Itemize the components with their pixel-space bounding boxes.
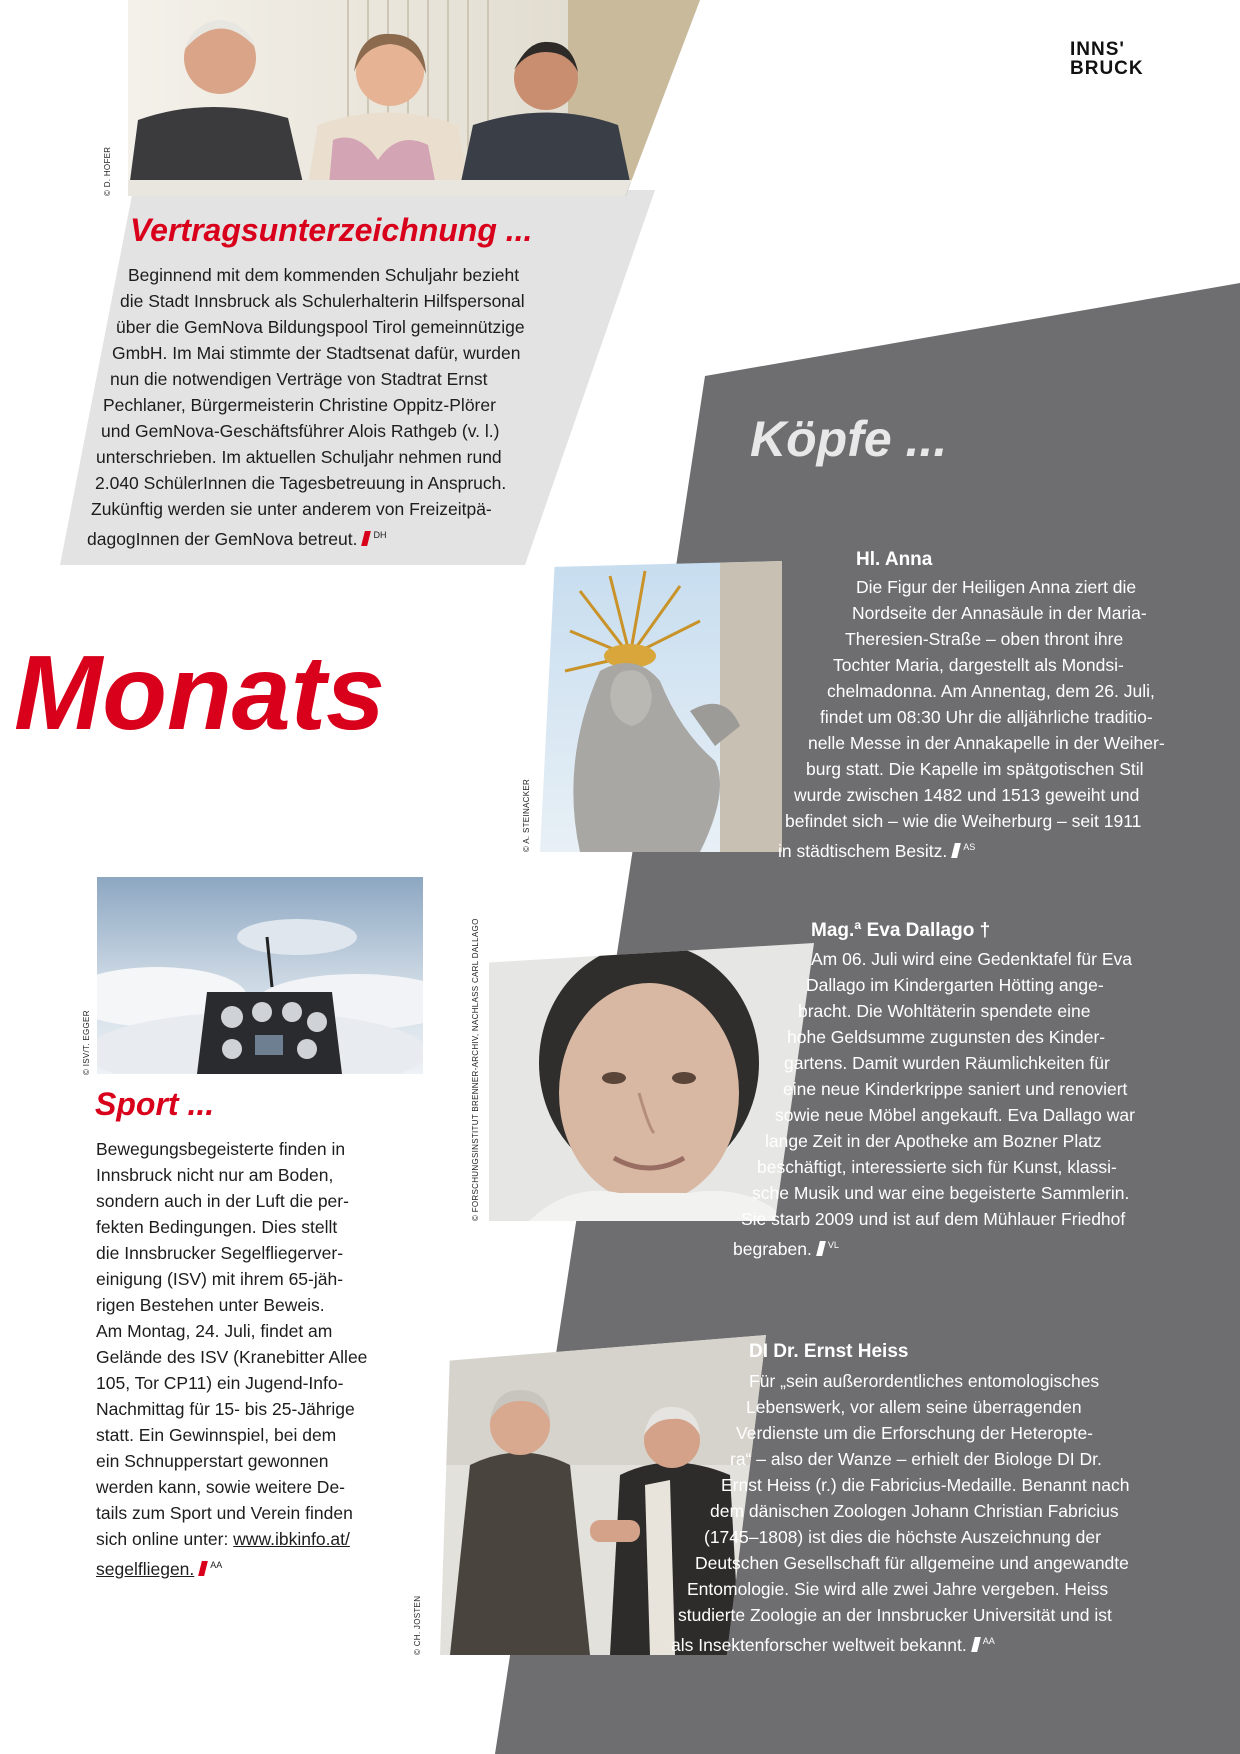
sport-line: 105, Tor CP11) ein Jugend-Info-	[96, 1373, 344, 1393]
heiss-line: studierte Zoologie an der Innsbrucker Universität und ist	[678, 1605, 1112, 1625]
heiss-line: ra“ – also der Wanze – erhielt der Biologe DI Dr.	[730, 1449, 1102, 1469]
contract-line: dagogInnen der GemNova betreut.	[87, 528, 358, 549]
anna-line: nelle Messe in der Annakapelle in der Weiher-	[808, 733, 1165, 753]
end-mark-icon	[971, 1637, 981, 1652]
dallago-last-line	[733, 1232, 1240, 1262]
contract-signing-photo	[128, 0, 700, 196]
sport-signature: AA	[210, 1560, 223, 1570]
innsbruck-logo: INNS' BRUCK	[1070, 39, 1144, 79]
anna-line: Tochter Maria, dargestellt als Mondsi-	[833, 655, 1124, 675]
dallago-line: begraben.	[733, 1238, 812, 1259]
sport-line: statt. Ein Gewinnspiel, bei dem	[96, 1425, 337, 1445]
dallago-line: sche Musik und war eine begeisterte Sammlerin.	[752, 1183, 1130, 1203]
monats-heading: Monats	[14, 634, 385, 752]
anna-line: wurde zwischen 1482 und 1513 geweiht und	[794, 785, 1140, 805]
dallago-line: Sie starb 2009 und ist auf dem Mühlauer Friedhof	[741, 1209, 1126, 1229]
sport-link-prefix: sich online unter:	[96, 1529, 234, 1549]
contract-last-line	[87, 522, 700, 552]
anna-line: findet um 08:30 Uhr die alljährliche traditio-	[820, 707, 1153, 727]
anna-line: Nordseite der Annasäule in der Maria-	[852, 603, 1147, 623]
anna-line: Die Figur der Heiligen Anna ziert die	[856, 577, 1137, 597]
contract-line: die Stadt Innsbruck als Schulerhalterin Hilfspersonal	[120, 291, 525, 311]
end-mark-icon	[951, 843, 961, 858]
dallago-body	[0, 946, 1240, 1262]
heiss-line: dem dänischen Zoologen Johann Christian Fabricius	[710, 1501, 1119, 1521]
anna-line: in städtischem Besitz.	[778, 840, 948, 861]
contract-body	[0, 262, 700, 552]
dallago-photo-credit: © FORSCHUNGSINSTITUT BRENNER-ARCHIV, NACHLASS CARL DALLAGO	[471, 918, 480, 1221]
heiss-line: Verdienste um die Erforschung der Heteropte-	[736, 1423, 1093, 1443]
heiss-last-line	[671, 1628, 1240, 1658]
sport-line: die Innsbrucker Segelfliegerver-	[96, 1243, 344, 1263]
anna-last-line	[778, 834, 1240, 864]
sport-line: Am Montag, 24. Juli, findet am	[96, 1321, 333, 1341]
sport-line: einigung (ISV) mit ihrem 65-jäh-	[96, 1269, 344, 1289]
anna-title: Hl. Anna	[856, 549, 933, 570]
sport-line: Innsbruck nicht nur am Boden,	[96, 1165, 334, 1185]
contract-photo-credit: © D. HOFER	[103, 146, 112, 196]
dallago-line: beschäftigt, interessierte sich für Kunst, klassi-	[757, 1157, 1117, 1177]
contract-line: 2.040 SchülerInnen die Tagesbetreuung in Anspruch.	[95, 473, 507, 493]
dallago-line: sowie neue Möbel angekauft. Eva Dallago war	[775, 1105, 1135, 1125]
contract-line: Zukünftig werden sie unter anderem von Freizeitpä-	[91, 499, 492, 519]
contract-line: Beginnend mit dem kommenden Schuljahr bezieht	[128, 265, 520, 285]
dallago-line: bracht. Die Wohltäterin spendete eine	[798, 1001, 1091, 1021]
heiss-line: Deutschen Gesellschaft für allgemeine und angewandte	[695, 1553, 1129, 1573]
contract-line: und GemNova-Geschäftsführer Alois Rathgeb (v. l.)	[101, 421, 500, 441]
contract-line: Pechlaner, Bürgermeisterin Christine Oppitz-Plörer	[103, 395, 496, 415]
anna-body	[0, 574, 1240, 864]
ibkinfo-link-part1[interactable]: www.ibkinfo.at/	[233, 1529, 350, 1549]
heiss-line: (1745–1808) ist dies die höchste Auszeichnung der	[704, 1527, 1101, 1547]
dallago-signature: VL	[827, 1240, 839, 1250]
sport-line: rigen Bestehen unter Beweis.	[96, 1295, 325, 1315]
dallago-title: Mag.ª Eva Dallago †	[811, 920, 991, 941]
heiss-line: als Insektenforscher weltweit bekannt.	[671, 1634, 967, 1655]
sport-photo-credit: © ISV/T. EGGER	[82, 1010, 91, 1075]
anna-line: burg statt. Die Kapelle im spätgotischen Stil	[806, 759, 1144, 779]
heiss-line: Für „sein außerordentliches entomologisches	[749, 1371, 1100, 1391]
dallago-line: gartens. Damit wurden Räumlichkeiten für	[784, 1053, 1110, 1073]
koepfe-heading: Köpfe ...	[750, 411, 948, 467]
sport-line: sondern auch in der Luft die per-	[96, 1191, 349, 1211]
heiss-photo-credit: © CH. JOSTEN	[413, 1595, 422, 1655]
contract-signature: DH	[373, 530, 387, 540]
sport-title: Sport ...	[95, 1086, 215, 1122]
anna-signature: AS	[963, 842, 976, 852]
contract-line: unterschrieben. Im aktuellen Schuljahr nehmen rund	[96, 447, 502, 467]
sport-line: werden kann, sowie weitere De-	[96, 1477, 346, 1497]
anna-photo-credit: © A. STEINACKER	[522, 778, 531, 852]
heiss-title: DI Dr. Ernst Heiss	[749, 1341, 909, 1362]
ibkinfo-link-part2[interactable]: segelfliegen.	[96, 1558, 195, 1579]
anna-line: chelmadonna. Am Annentag, dem 26. Juli,	[827, 681, 1155, 701]
heiss-line: Entomologie. Sie wird alle zwei Jahre vergeben. Heiss	[687, 1579, 1109, 1599]
sport-line: fekten Bedingungen. Dies stellt	[96, 1217, 338, 1237]
sport-line: tails zum Sport und Verein finden	[96, 1503, 353, 1523]
contract-line: über die GemNova Bildungspool Tirol gemeinnützige	[116, 317, 525, 337]
contract-title: Vertragsunterzeichnung ...	[130, 212, 533, 248]
end-mark-icon	[362, 531, 372, 546]
dallago-line: eine neue Kinderkrippe saniert und renoviert	[783, 1079, 1128, 1099]
dallago-line: Am 06. Juli wird eine Gedenktafel für Eva	[811, 949, 1132, 969]
heiss-line: Lebenswerk, vor allem seine überragenden	[746, 1397, 1082, 1417]
sport-line: ein Schnupperstart gewonnen	[96, 1451, 329, 1471]
sport-line: Gelände des ISV (Kranebitter Allee	[96, 1347, 368, 1367]
dallago-line: lange Zeit in der Apotheke am Bozner Platz	[765, 1131, 1102, 1151]
sport-line: Nachmittag für 15- bis 25-Jährige	[96, 1399, 355, 1419]
dallago-line: Dallago im Kindergarten Hötting ange-	[806, 975, 1104, 995]
contract-line: GmbH. Im Mai stimmte der Stadtsenat dafür, wurden	[112, 343, 521, 363]
heiss-body	[0, 1368, 1240, 1658]
sport-line: Bewegungsbegeisterte finden in	[96, 1139, 346, 1159]
dallago-line: hohe Geldsumme zugunsten des Kinder-	[787, 1027, 1106, 1047]
anna-line: befindet sich – wie die Weiherburg – seit 1911	[785, 811, 1142, 831]
contract-line: nun die notwendigen Verträge von Stadtrat Ernst	[110, 369, 488, 389]
heiss-line: Ernst Heiss (r.) die Fabricius-Medaille. Benannt nach	[721, 1475, 1130, 1495]
end-mark-icon	[816, 1241, 826, 1256]
anna-line: Theresien-Straße – oben thront ihre	[845, 629, 1124, 649]
heiss-signature: AA	[982, 1636, 995, 1646]
